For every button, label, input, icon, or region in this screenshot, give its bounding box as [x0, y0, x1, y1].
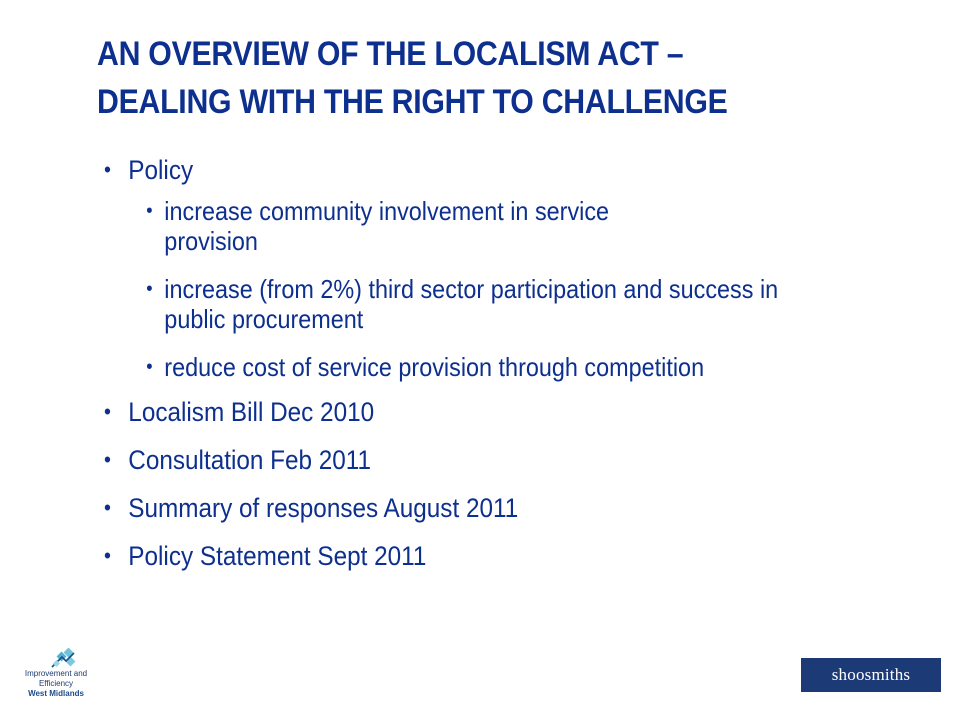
bullet-text: Policy Statement Sept 2011 — [128, 541, 427, 571]
bullet-dot-icon: • — [104, 157, 111, 182]
logo-caption — [14, 669, 98, 699]
sub-bullet-dot-icon: • — [146, 278, 153, 300]
logo-caption-line-1: Improvement and — [24, 669, 88, 678]
improvement-efficiency-icon — [14, 648, 98, 670]
sub-bullet — [104, 352, 842, 382]
bullet-consultation — [104, 442, 842, 478]
bullet-policy — [104, 152, 842, 188]
bullet-dot-icon: • — [104, 543, 111, 568]
sub-bullet-text: reduce cost of service provision through competition — [164, 352, 705, 382]
bullet-text: Policy — [128, 155, 194, 185]
bullet-text: Summary of responses August 2011 — [128, 493, 519, 523]
sub-bullet — [104, 274, 842, 334]
bullet-text: Consultation Feb 2011 — [128, 445, 372, 475]
sub-bullet-text: increase community involvement in service provision — [164, 196, 610, 256]
slide-title — [97, 30, 845, 126]
bullet-text: Localism Bill Dec 2010 — [128, 397, 375, 427]
shoosmiths-logo: shoosmiths — [801, 658, 941, 692]
improvement-efficiency-logo — [14, 648, 98, 712]
bullet-dot-icon: • — [104, 399, 111, 424]
logo-caption-line-3: West Midlands — [28, 689, 84, 698]
sub-bullet-dot-icon: • — [146, 200, 153, 222]
bullet-policy-statement — [104, 538, 842, 574]
sub-bullet-text: increase (from 2%) third sector participation and success in public procurement — [164, 274, 779, 334]
bullet-dot-icon: • — [104, 447, 111, 472]
bullet-summary-responses — [104, 490, 842, 526]
bullet-localism-bill — [104, 394, 842, 430]
bullet-dot-icon: • — [104, 495, 111, 520]
logo-caption-line-2: Efficiency — [38, 679, 74, 688]
title-line-2: DEALING WITH THE RIGHT TO CHALLENGE — [97, 83, 728, 121]
policy-sub-list — [104, 196, 924, 382]
bullet-list — [104, 152, 924, 574]
title-line-1: AN OVERVIEW OF THE LOCALISM ACT – — [97, 35, 684, 73]
sub-bullet-dot-icon: • — [146, 356, 153, 378]
sub-bullet — [104, 196, 842, 256]
